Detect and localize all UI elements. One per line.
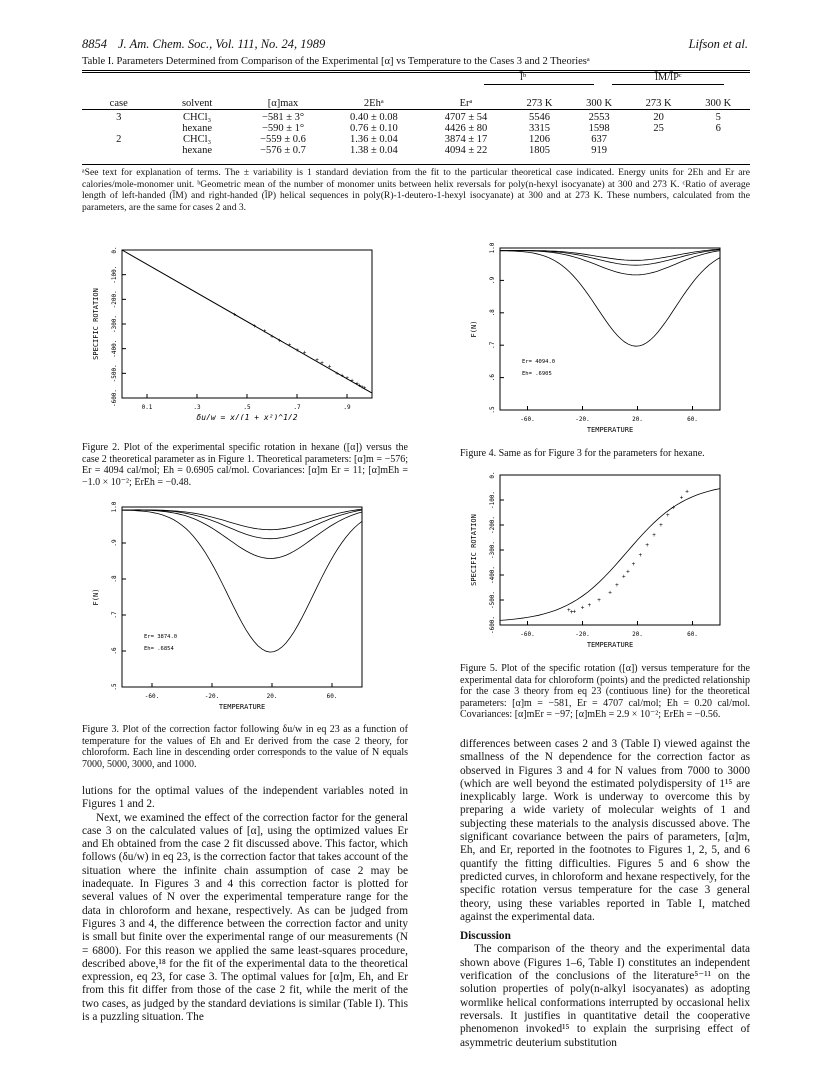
right-column-text xyxy=(460,738,750,1050)
cell: 1598 xyxy=(588,123,610,134)
y-tick-label: .6 xyxy=(489,373,496,382)
col-header: 300 K xyxy=(705,98,732,109)
cell: 5 xyxy=(715,112,721,123)
cell: −581 ± 3° xyxy=(261,112,305,123)
data-point: + xyxy=(626,568,630,576)
legend-text: Er= 3874.0 xyxy=(144,634,178,640)
col-header: case xyxy=(109,98,128,109)
y-tick-label: -500. xyxy=(489,590,496,610)
table-header-row xyxy=(82,98,750,110)
y-tick-label: .7 xyxy=(111,611,118,619)
cell: CHCl₃ xyxy=(183,112,212,123)
y-tick-label: .9 xyxy=(489,276,496,285)
y-tick-label: .9 xyxy=(111,539,118,547)
y-tick-label: .5 xyxy=(111,683,118,691)
cell: 2553 xyxy=(588,112,610,123)
data-point: + xyxy=(645,542,649,549)
x-tick-label: 60. xyxy=(326,693,338,700)
data-point: + xyxy=(597,597,601,604)
cell: 20 xyxy=(653,112,664,123)
col-header: 2Ehᵃ xyxy=(363,98,384,109)
plot-frame xyxy=(122,507,362,687)
figure-3-plot xyxy=(82,502,382,717)
data-point: + xyxy=(679,494,684,502)
y-tick-label: .6 xyxy=(111,647,118,655)
cell xyxy=(631,145,687,156)
y-axis-label: F(N) xyxy=(92,588,100,606)
figure-4-plot xyxy=(460,243,740,440)
data-point: + xyxy=(315,357,319,365)
x-tick-label: 20. xyxy=(632,631,643,638)
table-rule-bottom xyxy=(82,164,750,165)
col-header: Erᵃ xyxy=(459,98,473,109)
x-tick-label: 60. xyxy=(687,416,698,423)
figure-3-caption: Figure 3. Plot of the correction factor following δu/w in eq 23 as a function of temperature for the values of Eh and Er derived from the case 2 theory, for chloroform. Each line in descending order corresponds to the value of N equals 7000, 5000, 3000, and 1000. xyxy=(82,724,408,770)
data-point: + xyxy=(685,488,689,496)
x-axis-label: TEMPERATURE xyxy=(586,426,634,434)
data-point: + xyxy=(262,327,267,335)
cell: 3874 ± 17 xyxy=(444,134,488,145)
x-axis-label: TEMPERATURE xyxy=(218,703,266,711)
y-axis-label: SPECIFIC ROTATION xyxy=(92,288,100,360)
cell: 4426 ± 80 xyxy=(444,123,488,134)
x-tick-label: .3 xyxy=(193,404,201,411)
data-point: + xyxy=(357,382,362,390)
table-span-rule xyxy=(484,84,594,85)
y-tick-label: 0. xyxy=(489,471,496,479)
cell xyxy=(82,123,155,134)
cell: CHCl₃ xyxy=(183,134,212,145)
curve-N1000 xyxy=(500,251,720,346)
col-header: 273 K xyxy=(526,98,553,109)
x-tick-label: 0.1 xyxy=(141,404,153,411)
paragraph: Next, we examined the effect of the correction factor for the general case 3 on the calculated values of [α], using the optimized values Er and Eh obtained from the case 2 fit discussed above. This factor, which follows (δu/w) in eq 23, is the correction factor that takes account of the situation where the infinite chain assumption of case 2 may be inadequate. In Figures 3 and 4 this correction factor is plotted for several values of N over the experimental temperature range for the data in chloroform and hexane, respectively. As can be judged from Figures 3 and 4, the difference between the correction factor and unity is small but finite over the experimental range of our measurements (N = 6800). For this reason we applied the same least-squares procedure, described above,¹⁸ for the fit of the experimental data to the theoretical expression, eq 23, for case 3. The optimal values for [α]m, Eh, and Er from this fit differ from those of the case 2 fit, while the merit of the two cases, as judged by the standard deviations is similar (Table I). This is a puzzling situation. The xyxy=(82,811,408,1024)
table-group-l: l̄ᵇ xyxy=(520,72,527,83)
x-axis-label: TEMPERATURE xyxy=(586,641,634,649)
data-point: + xyxy=(659,522,663,529)
y-tick-label: 1.0 xyxy=(111,502,118,513)
table-rule-top2 xyxy=(82,72,750,73)
y-tick-label: .5 xyxy=(489,406,496,414)
table-footnote: ᵃSee text for explanation of terms. The ± variability is 1 standard deviation from the fit to the particular theoretical case indicated. Energy units for 2Eh and Er are calories/mole-monomer unit. ᵇGeometric mean of the number of monomer units between helix reversals for poly(n-hexyl isocyanate) at 300 and 273 K. ᶜRatio of average length of left-handed (l̄M) and right-handed (l̄P) helical sequences in poly(R)-1-deutero-1-hexyl isocyanate) at 300 and at 273 K. These numbers, calculated from the parameters, are the same for cases 2 and 3. xyxy=(82,167,750,213)
figure-3 xyxy=(82,502,382,717)
data-point: + xyxy=(335,370,339,378)
data-point: + xyxy=(671,504,676,512)
x-tick-label: -20. xyxy=(575,631,590,638)
cell: 1.38 ± 0.04 xyxy=(349,145,398,156)
data-point: + xyxy=(608,589,612,597)
cell: 25 xyxy=(653,123,664,134)
cell: 3 xyxy=(116,112,122,123)
y-tick-label: -500. xyxy=(111,364,118,383)
x-tick-label: -20. xyxy=(204,693,220,700)
data-point: + xyxy=(631,560,636,568)
data-point: + xyxy=(360,383,364,391)
table-row xyxy=(82,145,750,156)
x-axis-label: δu/w = x/(1 + x²)^1/2 xyxy=(196,413,298,420)
data-point: + xyxy=(580,604,585,612)
x-tick-label: 20. xyxy=(632,416,643,423)
cell: −590 ± 1° xyxy=(261,123,305,134)
page-number: 8854 xyxy=(82,37,107,51)
y-tick-label: -600. xyxy=(489,615,496,635)
data-point: + xyxy=(327,363,332,371)
figure-2-plot xyxy=(82,245,382,420)
table-group-ratio: l̄M/l̄Pᶜ xyxy=(655,72,682,83)
cell xyxy=(82,145,155,156)
data-point: + xyxy=(345,374,349,382)
y-tick-label: -300. xyxy=(111,314,118,334)
data-point: + xyxy=(277,337,282,345)
cell: 1805 xyxy=(528,145,550,156)
y-tick-label: .8 xyxy=(111,575,118,583)
table-row xyxy=(82,112,750,123)
cell: 4707 ± 54 xyxy=(444,112,488,123)
data-point: + xyxy=(355,380,359,388)
table-row xyxy=(82,134,750,145)
data-point: + xyxy=(302,349,307,357)
table-caption: Table I. Parameters Determined from Comparison of the Experimental [α] vs Temperature to the Cases 3 and 2 Theoriesᵃ xyxy=(82,56,590,67)
data-point: + xyxy=(652,532,656,539)
figure-2 xyxy=(82,245,382,420)
x-tick-label: .7 xyxy=(293,404,301,411)
data-point: + xyxy=(638,552,643,559)
y-tick-label: .8 xyxy=(489,309,496,317)
y-tick-label: -400. xyxy=(489,565,496,585)
table-rule-top xyxy=(82,70,750,71)
col-header: 300 K xyxy=(586,98,613,109)
figure-2-caption: Figure 2. Plot of the experimental specific rotation in hexane ([α]) versus the case 2 theoretical parameter as in Figure 1. Theoretical parameters: [α]m = −576; Er = 4094 cal/mol; Eh = 0.6905 cal/mol. Covariances: [α]m Er = 11; [α]mEh = −1.0 × 10⁻²; ErEh = −0.48. xyxy=(82,442,408,488)
cell xyxy=(686,145,750,156)
data-point: + xyxy=(572,608,577,616)
data-point: + xyxy=(621,573,626,581)
figure-4 xyxy=(460,243,740,440)
x-tick-label: -60. xyxy=(520,631,535,638)
y-axis-label: F(N) xyxy=(470,320,478,338)
y-tick-label: 1.0 xyxy=(489,243,496,254)
y-tick-label: -600. xyxy=(111,388,118,408)
paragraph: differences between cases 2 and 3 (Table I) viewed against the smallness of the N dependence for the correction factor as observed in Figures 3 and 4 for N values from 7000 to 3000 (which are well beyond the estimated polydispersity of 1¹⁵ are inexplicably large. Work is underway to overcome this by preparing a wide variety of molecular weights of 1 and subjecting these materials to the analysis discussed above. The significant covariance between the pairs of parameters, [α]m, Eh, and Er, reported in the footnotes to Figures 1, 2, 5, and 6 quantify the fitting difficulties. Figures 5 and 6 show the predicted curves, in chloroform and hexane respectively, for the specific rotation versus temperature for the case 3 general theory, using these variables reported in Table I, matched against the experimental data. xyxy=(460,738,750,923)
cell: 0.76 ± 0.10 xyxy=(349,123,398,134)
x-tick-label: .9 xyxy=(343,404,351,411)
col-header: 273 K xyxy=(645,98,672,109)
table-span-rule2 xyxy=(612,84,724,85)
cell: −576 ± 0.7 xyxy=(260,145,306,156)
col-header: solvent xyxy=(181,98,213,109)
cell: 1206 xyxy=(528,134,550,145)
data-point: + xyxy=(569,609,574,616)
cell: 4094 ± 22 xyxy=(444,145,488,156)
cell: 2 xyxy=(116,134,122,145)
cell: 637 xyxy=(591,134,607,145)
data-point: + xyxy=(295,347,299,355)
x-tick-label: -60. xyxy=(144,693,160,700)
y-tick-label: -200. xyxy=(111,290,118,309)
y-tick-label: 0. xyxy=(111,246,118,254)
legend-text: Er= 4094.0 xyxy=(522,359,556,365)
fit-curve xyxy=(500,489,720,621)
figure-5-plot xyxy=(460,470,740,660)
data-point: + xyxy=(287,342,292,350)
data-point: + xyxy=(232,311,237,319)
cell: 6 xyxy=(715,123,721,134)
y-axis-label: SPECIFIC ROTATION xyxy=(470,514,478,586)
legend-text: Eh= .6905 xyxy=(522,371,552,377)
table-1 xyxy=(82,98,750,156)
data-point: + xyxy=(587,602,592,609)
plot-frame xyxy=(500,248,720,410)
curve-N3000 xyxy=(500,251,720,275)
curve-N3000 xyxy=(122,510,362,559)
section-heading: Discussion xyxy=(460,930,511,943)
data-point: + xyxy=(665,512,670,519)
cell: −559 ± 0.6 xyxy=(260,134,306,145)
data-point: + xyxy=(615,582,619,589)
x-tick-label: -60. xyxy=(520,416,535,423)
plot-frame xyxy=(500,475,720,625)
col-header: [α]max xyxy=(267,98,299,109)
data-point: + xyxy=(362,385,367,393)
cell: 5546 xyxy=(528,112,550,123)
journal-citation: J. Am. Chem. Soc., Vol. 111, No. 24, 1989 xyxy=(118,37,326,51)
y-tick-label: -300. xyxy=(489,540,496,560)
cell: 3315 xyxy=(528,123,550,134)
data-point: + xyxy=(320,359,324,367)
data-point: + xyxy=(252,322,257,330)
paragraph: The comparison of the theory and the experimental data shown above (Figures 1–6, Table I) constitutes an independent verification of the conclusions of the literature⁵⁻¹¹ on the solution properties of poly(n-alkyl isocyanates) as adopting wormlike helical conformations interrupted by occasional helix reversals. It justifies in quantitative detail the cooperative phenomenon invoked¹⁵ to explain the surprising effect of asymmetric deuterium substitution xyxy=(460,943,750,1049)
paragraph: lutions for the optimal values of the independent variables noted in Figures 1 and 2. xyxy=(82,785,408,811)
legend-text: Eh= .6854 xyxy=(144,646,174,652)
data-point: + xyxy=(566,607,571,614)
figure-4-caption: Figure 4. Same as for Figure 3 for the parameters for hexane. xyxy=(460,448,705,459)
x-tick-label: 20. xyxy=(266,693,278,700)
y-tick-label: -200. xyxy=(489,515,496,535)
cell: 1.36 ± 0.04 xyxy=(349,134,398,145)
data-point: + xyxy=(350,377,354,385)
cell: 0.40 ± 0.08 xyxy=(349,112,398,123)
data-point: + xyxy=(340,372,344,380)
figure-5-caption: Figure 5. Plot of the specific rotation ([α]) versus temperature for the experimental data for chloroform (points) and the predicted relationship for the case 3 theory from eq 23 (contiuous line) for the theoretical parameters: [α]m = −581, Er = 4707 cal/mol; Eh = 0.20 cal/mol. Covariances: [α]mEr = −97; [α]mEh = 2.9 × 10⁻²; ErEh = −0.56. xyxy=(460,663,750,721)
table-row xyxy=(82,123,750,134)
cell xyxy=(686,134,750,145)
y-tick-label: -400. xyxy=(111,339,118,358)
curve-N5000 xyxy=(500,250,720,266)
x-tick-label: .5 xyxy=(243,404,251,411)
curve-N7000 xyxy=(122,509,362,530)
curve-N5000 xyxy=(122,510,362,539)
x-tick-label: -20. xyxy=(575,416,590,423)
y-tick-label: .7 xyxy=(489,341,496,349)
y-tick-label: -100. xyxy=(489,490,496,510)
cell: hexane xyxy=(182,145,212,156)
x-tick-label: 60. xyxy=(687,631,698,638)
data-point: + xyxy=(270,333,274,341)
y-tick-label: -100. xyxy=(111,265,118,284)
cell xyxy=(631,134,687,145)
running-authors: Lifson et al. xyxy=(688,37,748,51)
cell: 919 xyxy=(591,145,607,156)
left-column-text xyxy=(82,785,408,1024)
cell: hexane xyxy=(182,123,212,134)
figure-5 xyxy=(460,470,740,660)
curve-N1000 xyxy=(122,510,362,652)
